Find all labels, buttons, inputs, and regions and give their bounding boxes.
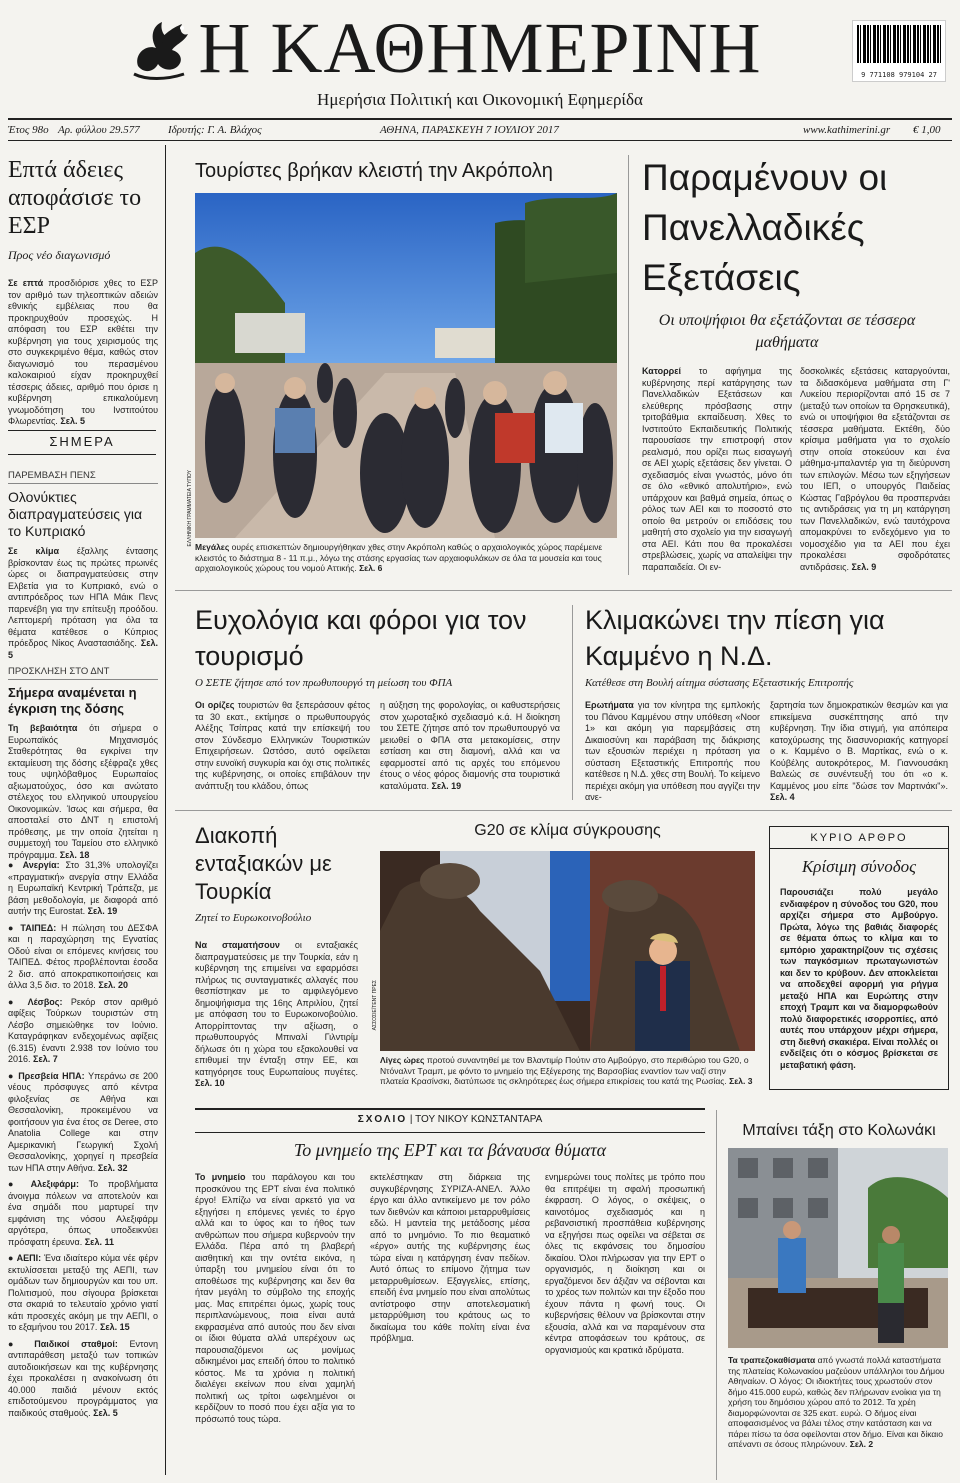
tourism-body-col2: η αύξηση της φορολογίας, οι καθυστερήσεις στον χωροταξικό σχεδιασμό κ.ά. Η διοίκηση του ΣΕΤΕ ζήτησε από τον πρωθυπουργό να μειωθεί ο ΦΠΑ στα μετακομίσεις, στην εστίαση και στη διαμονή, αλλά και να εφαρμοστεί από τις αρχές του επόμενου έτους ο νέος φόρος διαμονής στα τουριστικά καταλύματα. Σελ. 19 [380, 700, 560, 791]
date-line: ΑΘΗΝΑ, ΠΑΡΑΣΚΕΥΗ 7 ΙΟΥΛΙΟΥ 2017 [380, 124, 559, 136]
bullet-item[interactable]: ● Παιδικοί σταθμοί: Εντονη αντιπαράθεση μεταξύ των τοπικών αυτοδιοικήσεων και της κυβέρνησης έχει προκαλέσει η ανακοίνωση ότι 40.000 παιδιά μένουν εκτός επιδοτούμενου προγράμματος για παιδικούς σταθμούς. Σελ. 5 [8, 1338, 158, 1418]
comment-headline[interactable]: Το μνημείο της ΕΡΤ και τα βάναυσα θύματα [293, 1140, 607, 1160]
kammenos-body-col1: Ερωτήματα για τον κίνητρα της εμπλοκής του Πάνου Καμμένου στην υπόθεση «Noor 1» και ακόμη για παρεμβάσεις στη Δικαιοσύνη και παράβαση της διάκρισης των εξουσιών περιέχει η πρόταση για σύσταση Εξεταστικής Επιτροπής που κατέθεσε η Ν.Δ. χθες στη Βουλή. Το κείμενο περιέχει ακόμη για υπόθεση που αγγίζει την ανε- [585, 700, 760, 802]
barcode-issue: 27 [928, 71, 937, 79]
editorial-body: Παρουσιάζει πολύ μεγάλο ενδιαφέρον η σύνοδος του G20, που αρχίζει σήμερα στο Αμβούργο. Πρώτα, λόγω της βαθιάς διαφορές σε θέματα όπως το κλίμα και το εμπόριο χαρακτηρίζουν τις σχέσεις των παγκόσμιων πρωταγωνιστών και δεν το κρύβουν. Δεν αποκλείεται να αποδεχθεί αφορμή για ρήγμα μεταξύ ΗΠΑ και Ευρώπης στην εποχή Τραμπ και να διαμορφωθούν πολύ διαφορετικές ισορροπίες, από αυτές που υπάρχουν μέχρι σήμερα, στη διεθνή σκακιέρα. Είναι πολλές οι ενδείξεις ότι ο κόσμος βρίσκεται σε μεταβατική φάση. [780, 887, 938, 1070]
editorial-box [769, 826, 949, 1090]
g20-photo[interactable] [380, 851, 755, 1051]
comment-body-col3: ενημερώνει τους πολίτες με τρόπο που θα επιτρέψει τη σφαλή προσωπική έκφραση. Ο λόγος, ο σκέψεις, ο καινοτόμος σχεδιασμός και η ρεβανσιστική προσπάθεια κυβέρνησης να εξηγήσει πως οφείλει να σέβεται σε όλες τις εκφάνσεις του δημοσίου δικαίου. Όλοι πλήρωσαν για την ΕΡΤ ο οργανισμός, η διοίκηση και οι εργαζόμενοι δεν άξιζαν να σέβονται και το χρέος των πολιτών και την έξοδο που έχουν πάντα η φωνή τους. Οι κυβερνήσεις θέλουν να βρίσκονται στην εξουσία, αλλά και να παραμένουν στα κέντρα αποφάσεων του κράτους, σε οργανισμούς και κρατικά ιδρύματα. [545, 1172, 705, 1355]
sheet-number: Αρ. φύλλου 29.577 [58, 124, 140, 136]
item-body: Σε κλίμα έξαλλης έντασης βρίσκονταν έως τις πρώτες πρωινές ώρες οι διαπραγματεύσεις στην Ελβετία για το Κυπριακό, ενώ ο αντιπρόεδρος των ΗΠΑ Μάικ Πενς παρενέβη για την επίτευξη προόδου. Λεπτομερή πρόταση για όλα τα θέματα κατέθεσε ο Κύπριος πρόεδρος Νίκος Αναστασιάδης. Σελ. 5 [8, 546, 158, 660]
comment-byline: ΣΧΟΛΙΟ | ΤΟΥ ΝΙΚΟΥ ΚΩΝΣΤΑΝΤΑΡΑ [357, 1114, 543, 1125]
comment-author: ΤΟΥ ΝΙΚΟΥ ΚΩΝΣΤΑΝΤΑΡΑ [415, 1114, 543, 1125]
founder: Ιδρυτής: Γ. Α. Βλάχος [168, 124, 262, 136]
tourism-subhead: Ο ΣΕΤΕ ζήτησε από τον πρωθυπουργό τη μείωση του ΦΠΑ [195, 677, 453, 689]
item-body: Τη βεβαιότητα ότι σήμερα ο Ευρωπαϊκός Μηχανισμός Σταθερότητας θα εγκρίνει την εκταμίευση της δόσης εξέφραζε χθες τους υψηλόβαθμος Ευρωπαίος αξιωματούχος, όσο και ανώτατο στέλεχος του ελληνικού υπουργείου Οικονομικών. Ίσως και σήμερα, θα αποσταλεί στο ΔΝΤ η επιστολή πρόθεσης, με την οποία ζητείται η συμμετοχή του Ταμείου στο ελληνικό πρόγραμμα. Σελ. 18 [8, 723, 158, 860]
simera-item-kypriako[interactable] [8, 470, 158, 661]
esr-headline[interactable]: Επτά άδειες αποφάσισε το ΕΣΡ [8, 157, 142, 239]
info-bar [8, 118, 952, 141]
g20-caption: Λίγες ώρες προτού συναντηθεί με τον Βλαντιμίρ Πούτιν στο Αμβούργο, στο περιθώριο του G20, ο Ντόναλντ Τραμπ, με φόντο το μνημείο της Εξέγερσης της Βαρσοβίας εναντίον των ναζί στην πλατεία Κρασίνσκι, διατύπωσε τις σκληρότερες έως σήμερα επικρίσεις του κατά της Ρωσίας. Σελ. 3 [380, 1055, 753, 1086]
masthead-title: Η ΚΑΘΗΜΕΡΙΝΗ [198, 8, 762, 88]
item-headline: Σήμερα αναμένεται η έγκριση της δόσης [8, 685, 137, 716]
turkey-headline[interactable]: Διακοπή ενταξιακών με Τουρκία [195, 823, 332, 904]
panhellenic-headline[interactable]: Παραμένουν οι Πανελλαδικές Εξετάσεις [642, 157, 888, 298]
barcode-number: 9 771108 979104 [861, 71, 925, 79]
comment-label: ΣΧΟΛΙΟ [357, 1114, 408, 1125]
kammenos-headline[interactable]: Κλιμακώνει την πίεση για Καμμένο η Ν.Δ. [585, 605, 885, 671]
g20-photo-credit: ΑΣΣΟΣΙΕΪΤΕΝΤ ΠΡΕΣ [372, 980, 378, 1031]
comment-body-col2: εκτελέστηκαν στη διάρκεια της συγκυβέρνησης ΣΥΡΙΖΑ-ΑΝΕΛ. Άλλο έργο και άλλο αντικείμενο με τον ρόλο των διεθνών και κάποιοι μεταρρυθμίσεις εδώ. Η μαντεία της μετάδοσης μέσα από το μνημόνιο. Το πιο θεαματικό «έργο» αυτής της κυβέρνησης έως τώρα είναι η κατάργηση έναν πεδίων. Αυτό όπως το επίμονο ζήτημα των μεταρρυθμίσεων. Εξαγγελίες, επίσης, επειδή ένα μνημείο που είναι απολύτως αντίστροφο στην αποτελεσματική μεταρρύθμιση του κράτους ως το δικαίωμα του κάθε πολίτη είναι ένα πρόβλημα. [370, 1172, 530, 1343]
bullet-item[interactable]: ● Λέσβος: Ρεκόρ στον αριθμό αφίξεις Τούρκων τουριστών στη Λέσβο σημειώθηκε τον Ιούνιο. Καταγράφηκαν ενδεχομένως αφίξεις (6.315) έναντι 2.938 τον Ιούνιο του 2016. Σελ. 7 [8, 996, 158, 1064]
item-label: ΠΑΡΕΜΒΑΣΗ ΠΕΝΣ [8, 470, 158, 484]
bullet-item[interactable]: ● Αλεξιφάρμ: Το προβλήματα άνοιγμα πόλεων να αποτελούν και ένα σημάδι που μαρτυρεί την εμφάνιση της νόσου Αλεξιφάρμ αργότερα, όπως υποδεικνύει πρόσφατη έρευνα. Σελ. 11 [8, 1179, 158, 1247]
masthead-subtitle: Ημερήσια Πολιτική και Οικονομική Εφημερίδα [317, 90, 643, 109]
tourism-body-col1: Οι ορίζες τουριστών θα ξεπεράσουν φέτος τα 30 εκατ., εκτίμησε ο πρωθυπουργός Αλέξης Τσίπρας κατά την επίσκεψή του στον Σύνδεσμο Ελληνικών Τουριστικών Επιχειρήσεων. Ωστόσο, αυτό οφείλεται στην ευνοϊκή συγκυρία και όχι στις πολιτικές της κυβέρνησης, οι οποίες επιβάλουν την ανάπτυξη του κλάδου, όπως [195, 700, 370, 791]
editorial-headline[interactable]: Κρίσιμη σύνοδος [801, 857, 917, 876]
kolonaki-photo[interactable] [728, 1148, 948, 1348]
panhellenic-body-col1: Κατορρεί το αφήγημα της κυβέρνησης περί κατάργησης των Πανελλαδικών Εξετάσεων και ελεύθερης πρόσβασης στην τριτοβάθμια εκπαίδευση. Χθες το Ινστιτούτο Εκπαιδευτικής Πολιτικής παρουσίασε την επιστροφή στον ρεαλισμό, που ορίζει πως εισαγωγή σε ΑΕΙ χωρίς εξετάσεις δεν γίνεται. Ο σχεδιασμός είναι γνωστός, μόνο ότι σε όλο «εθνικό απολυτήριο», ενώ υπάρχουν και βαθμά σημεία, όπως ο ρόλος των ΑΕΙ και το ποσοστό στο οποίο θα μετρούν οι επιδόσεις του μαθητή στο σχολείο για την εισαγωγή στα ΑΕΙ. Κάτι που θα προκαλέσει στρεβλώσεις, χωρίς να απαλείψει την παραπαιδεία. Οι εν- [642, 366, 792, 572]
esr-subhead: Προς νέο διαγωνισμό [8, 248, 111, 262]
kolonaki-caption: Τα τραπεζοκαθίσματα από γνωστά πολλά καταστήματα της πλατείας Κολωνακίου μαζεύουν υπάλληλοι του Δήμου Αθηναίων. Ο λόγος: Οι ιδιοκτήτες τους χρωστούν στον δήμο 415.000 ευρώ, καθώς δεν πλήρωναν ενοίκια για τη χρήση του δημόσιου χώρου από το 2012. Τα χρέη διαμορφώνονται σε 325 εκατ. ευρώ. Ο δήμος είναι αποφασισμένος να βάλει τέλος στην κατάσταση και να πάρει πίσω τα όσα οφείλονται στον δήμο. Είναι και δίκαιο απέναντι σε όσους πληρώνουν. Σελ. 2 [728, 1355, 945, 1449]
bullet-item[interactable]: ● Ανεργία: Στο 31,3% υπολογίζει «πραγματική» ανεργία στην Ελλάδα η Ευρωπαϊκή Κεντρική Τράπεζα, με βάση μεθοδολογία, με διαφορά από αυτήν της Eurostat. Σελ. 19 [8, 860, 158, 916]
bullet-item[interactable]: ● ΑΕΠΙ: Ένα ιδιαίτερο κύμα νέε φέρν εκτυλίσσεται μεταξύ της ΑΕΠΙ, των ομάδων των δημιουργών και του υπ. Πολιτισμού, που σίγουρα βρίσκεται στα σκαριά το τελευταίο χρόνιο γιατί κάτι προσεχές ακόμη με την ΑΕΠΙ, ο το εξαμήνου του 2017. Σελ. 15 [8, 1253, 158, 1332]
item-label: ΠΡΟΣΚΛΗΣΗ ΣΤΟ ΔΝΤ [8, 666, 158, 680]
g20-headline[interactable]: G20 σε κλίμα σύγκρουσης [474, 822, 661, 839]
panhellenic-body-col2: δοσκολικές εξετάσεις καταργούνται, τα διδασκόμενα μαθήματα στη Γ' Λυκείου περιορίζονται από 15 σε 7 (μεταξύ των οποίων τα Θρησκευτικά), ενώ οι υποψήφιοι θα εξετάζονται σε τέσσερα μαθήματα. Εκτέθη, δύο κρίσιμα μαθήματα για το σχολείο στην οποία στοκεύουν και ένα μάθημα-μπαλαντέρ για τη διεύρυνση των επιλογών. Μέσω των εξηγήσεων του ΙΕΠ, ο υπουργός Παιδείας Κώστας Γαβρόγλου θα προσπερνάει τις αντιδράσεις για τη μη κατάργηση των Πανελλαδικών, ενώ ταυτόχρονα απομακρύνει το ενδεχόμενο για το νομοσχέδιο για τα ΑΕΙ που έχει προκαλέσει σφοδρότατες αντιδράσεις. Σελ. 9 [800, 366, 950, 572]
esr-body: Σε επτά προσδιόρισε χθες το ΕΣΡ τον αριθμό των τηλεοπτικών αδειών εθνικής εμβέλειας που θα προκηρυχθούν προσεχώς. Η απόφαση του ΕΣΡ εκθέτει την κυβέρνηση για τους χειρισμούς της στο συγκεκριμένο θέμα, καθώς στον διαγωνισμό του περασμένου καλοκαιριού είχαν προκηρυχθεί τέσσερις άδειες, αριθμό που όρισε η κυβέρνηση επικαλούμενη γνωμοδότηση του Ινστιτούτου Φλωρεντίας. Σελ. 5 [8, 278, 158, 426]
acropolis-caption: Μεγάλες ουρές επισκεπτών δημιουργήθηκαν χθες στην Ακρόπολη καθώς ο αρχαιολογικός χώρος παρέμεινε κλειστός το διάστημα 8 - 11 π.μ., λόγω της στάσης εργασίας των αρχαιοφυλάκων σε όλα τα μουσεία και τους αρχαιολογικούς χώρους του νομού Αττικής. Σελ. 6 [195, 542, 603, 573]
tourism-headline[interactable]: Ευχολόγια και φόροι για τον τουρισμό [195, 605, 527, 671]
year: Έτος 98ο [8, 124, 49, 136]
price: € 1,00 [913, 124, 941, 136]
barcode-icon [852, 20, 946, 82]
kammenos-body-col2: ξαρτησία των δημοκρατικών θεσμών και για επικείμενα συσκέπτησης από την κυβέρνηση. Την ίδια στιγμή, για απόπειρα κατοχύρωσης της διασυνοριακής κατηγορεί ο κ. Καμμένο ο Β. Μαρτίκας, ενώ ο κ. Κούβέλης αυτοκρότερος, Μ. Γιαννουσάκη Βαλεώς σε συνέντευξή του ότι «ο κ. Καμμένος μου είπε "δώσε τον Μαρτινάκι"». Σελ. 4 [770, 700, 948, 802]
kolonaki-headline[interactable]: Μπαίνει τάξη στο Κολωνάκι [742, 1122, 936, 1139]
acropolis-headline[interactable]: Τουρίστες βρήκαν κλειστή την Ακρόπολη [195, 160, 553, 182]
bullet-item[interactable]: ● ΤΑΙΠΕΔ: Η πώληση του ΔΕΣΦΑ και η παραχώρηση της Εγνατίας Οδού είναι οι επόμενες κινήσεις του ΤΑΙΠΕΔ. Φέτος προβλέπονται έσοδα 2 δισ. από αποκρατικοποιήσεις και άλλα 3,5 δισ. το 2018. Σελ. 20 [8, 922, 158, 990]
comment-body-col1: Το μνημείο του παράλογου και του προσκύνου της ΕΡΤ είναι ένα πολιτικό έργο! Ελπίζω να είναι αρκετό για να εξηγήσει η επόμενες γενιές το έργο αλλά και το ύφος και το ήθος των ανθρώπων που σήμερα κυβερνούν την Ελλάδα. Πέρα από τη βλαβερή αισθητική και την οντέτα εικόνα, η ύπαρξη του μνημείου είναι ότι το αποθέωσε της κυβέρνησης και δεν θα ήταν μεγάλη το σύμβολο της εποχής μας. Μας επιτρέπει όμως, χωρίς τους περιπλανώμενους, ποια είναι αυτά εκφρασμένα από αυτούς που δεν είναι οι ίδιοι θύματα αλλά υπερέχουν ως παρουσιαζόμενοι ως μονίμως αδικημένοι μας επειδή όπου το πολιτικό κόστος. Με τα χρόνια η πολιτική διαλέγει εκείνων που είναι χαμηλή πολιτική ως τρίτοι ωφελημένοι οι κερδίζουν το ποσό που έχει αξία για το πρόσωπό τους τώρα. [195, 1172, 355, 1424]
simera-title: ΣΗΜΕΡΑ [49, 434, 115, 449]
website-link[interactable]: www.kathimerini.gr [803, 124, 891, 136]
simera-item-dnt[interactable] [8, 666, 158, 861]
panhellenic-subhead: Οι υποψήφιοι θα εξετάζονται σε τέσσερα μαθήματα [658, 312, 916, 351]
acropolis-photo-credit: ΕΛΛΗΝΙΚΗ ΓΡΑΜΜΑΤΕΙΑ ΤΥΠΟΥ [187, 470, 193, 547]
item-headline: Ολονύκτιες διαπραγματεύσεις για το Κυπριακό [8, 489, 143, 539]
editorial-label: ΚΥΡΙΟ ΑΡΘΡΟ [770, 827, 948, 849]
turkey-subhead: Ζητεί το Ευρωκοινοβούλιο [195, 912, 312, 924]
acropolis-photo[interactable] [195, 193, 617, 538]
turkey-body: Να σταματήσουν οι ενταξιακές διαπραγματεύσεις με την Τουρκία, εάν η κυβέρνηση της επιμείνει να εφαρμόσει πλήρως τις συνταγματικές αλλαγές που θεσπίστηκαν με το αμφιλεγόμενο δημοψήφισμα της 16ης Απριλίου, ζητεί με απόφαση του το Ευρωκοινοβούλιο. Απορρίπτοντας την αξίωση, ο πρωθυπουργός Μπιναλί Γιλντιρίμ δήλωσε ότι η χώρα του εξακολουθεί να επιθυμεί την ένταξη στην ΕΕ, και κατηγόρησε τους Ευρωπαίους πυγέτες. Σελ. 10 [195, 940, 358, 1088]
simera-bullets [8, 860, 158, 1424]
kammenos-subhead: Κατέθεσε στη Βουλή αίτημα σύστασης Εξεταστικής Επιτροπής [585, 677, 854, 689]
bullet-item[interactable]: ● Πρεσβεία ΗΠΑ: Υπεράνω σε 200 νέους πρόσφυγες από κέντρα φιλοξενίας σε Αθήνα και Θεσσαλονίκη, προκειμένου να φοιτήσουν για ένα έτος σε Deree, στο Anatolia College και στην Αμερικανική Γεωργική Σχολή Θεσσαλονίκης, χορηγεί η πρεσβεία των ΗΠΑ στην Αθήνα. Σελ. 32 [8, 1070, 158, 1173]
